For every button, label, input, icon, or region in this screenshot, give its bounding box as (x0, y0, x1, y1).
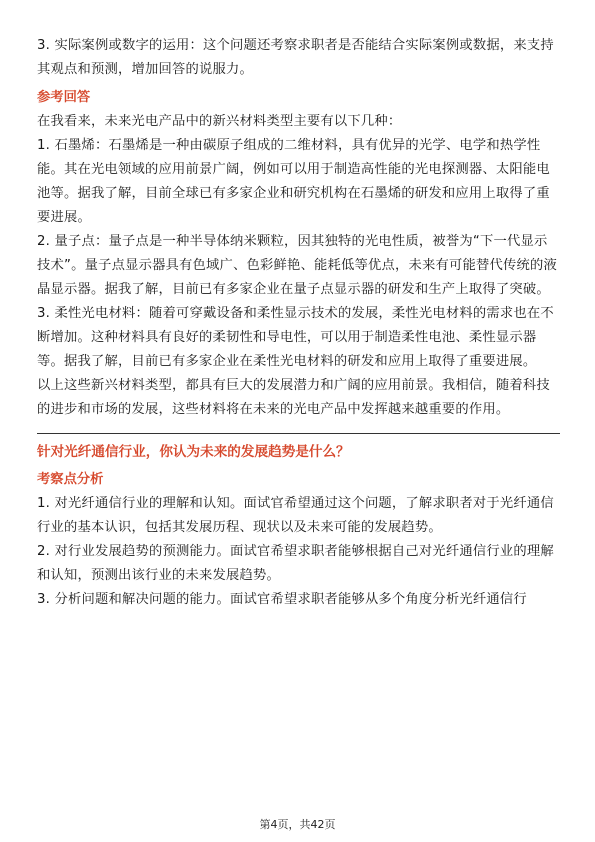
answer-heading: 参考回答 (37, 90, 91, 105)
analysis-point-problem-solving: 3. 分析问题和解决问题的能力。面试官希望求职者能够从多个角度分析光纤通信行 (37, 592, 527, 607)
section-divider (37, 433, 560, 434)
analysis-point-prediction: 2. 对行业发展趋势的预测能力。面试官希望求职者能够根据自己对光纤通信行业的理解和认知，预测出该行业的未来发展趋势。 (37, 544, 554, 583)
analysis-heading: 考察点分析 (37, 472, 104, 487)
page-content (37, 34, 560, 612)
answer-item-flexible-material: 3. 柔性光电材料：随着可穿戴设备和柔性显示技术的发展，柔性光电材料的需求也在不断增加。这种材料具有良好的柔韧性和导电性，可以用于制造柔性电池、柔性显示器等。据我了解，目前已有多家企业在柔性光电材料的研发和应用上取得了重要进展。 (37, 306, 554, 369)
analysis-point-3: 3. 实际案例或数字的运用：这个问题还考察求职者是否能结合实际案例或数据，来支持其观点和预测，增加回答的说服力。 (37, 38, 554, 77)
answer-intro: 在我看来，未来光电产品中的新兴材料类型主要有以下几种： (37, 114, 402, 129)
answer-item-quantum-dot: 2. 量子点：量子点是一种半导体纳米颗粒，因其独特的光电性质，被誉为“下一代显示技术”。量子点显示器具有色域广、色彩鲜艳、能耗低等优点，未来有可能替代传统的液晶显示器。据我了解，目前已有多家企业在量子点显示器的研发和生产上取得了突破。 (37, 234, 557, 297)
answer-item-graphene: 1. 石墨烯：石墨烯是一种由碳原子组成的二维材料，具有优异的光学、电学和热学性能。其在光电领域的应用前景广阔，例如可以用于制造高性能的光电探测器、太阳能电池等。据我了解，目前全球已有多家企业和研究机构在石墨烯的研发和应用上取得了重要进展。 (37, 138, 550, 225)
page-number: 第4页，共42页 (259, 818, 336, 831)
question-title: 针对光纤通信行业，你认为未来的发展趋势是什么？ (37, 444, 350, 460)
analysis-point-understanding: 1. 对光纤通信行业的理解和认知。面试官希望通过这个问题，了解求职者对于光纤通信行业的基本认识，包括其发展历程、现状以及未来可能的发展趋势。 (37, 496, 554, 535)
answer-conclusion: 以上这些新兴材料类型，都具有巨大的发展潜力和广阔的应用前景。我相信，随着科技的进步和市场的发展，这些材料将在未来的光电产品中发挥越来越重要的作用。 (37, 378, 550, 417)
